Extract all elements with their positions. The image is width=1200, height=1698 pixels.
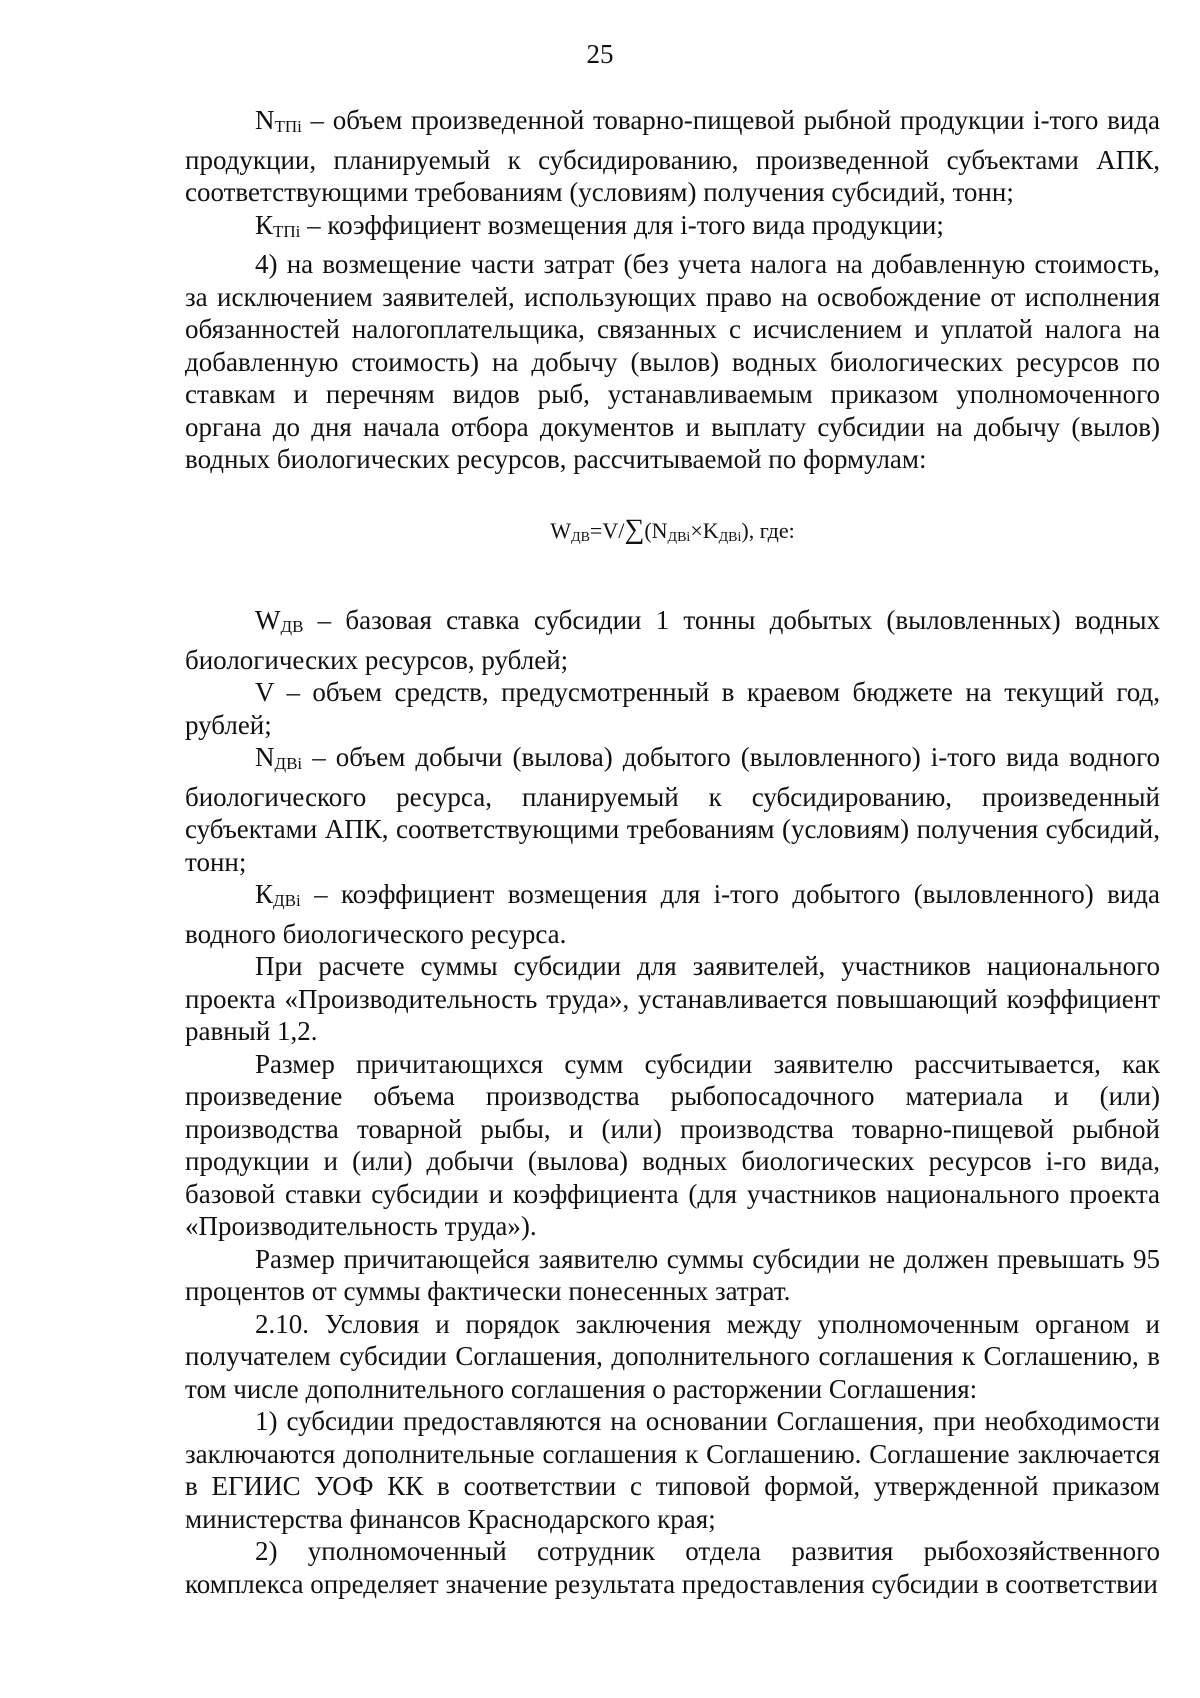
paragraph-n-tp: NТПi – объем произведенной товарно-пищевой рыбной продукции i-того вида продукции, планируемый к субсидированию, произведенной субъектами АПК, соответствующими требованиям (условиям) получения субсидий, тонн; — [185, 105, 1160, 207]
paragraph-sub-2: 2) уполномоченный сотрудник отдела развития рыбохозяйственного комплекса определяет значение результата предоставления субсидии в соответствии — [185, 1536, 1160, 1599]
paragraph-v: V – объем средств, предусмотренный в краевом бюджете на текущий год, рублей; — [185, 677, 1160, 740]
paragraph-n-dv: NДВi – объем добычи (вылова) добытого (выловленного) i-того вида водного биологического ресурса, планируемый к субсидированию, произведенный субъектами АПК, соответствующими требованиям (условиям) получения субсидий, тонн; — [185, 742, 1160, 877]
formula-w-dv: $W_{ДВ}=V/\sum(N_{ДВi}\times K_{ДВi})$, где: — [550, 513, 795, 545]
paragraph-size: Размер причитающихся сумм субсидии заявителю рассчитывается, как произведение объема производства рыбопосадочного материала и (или) производства товарной рыбы, и (или) производства товарно-пищевой рыбной продукции и (или) добычи (вылова) водных биологических ресурсов i-го вида, базовой ставки субсидии и коэффициента (для участников национального проекта «Производительность труда»). — [185, 1048, 1160, 1241]
paragraph-k-dv: КДВi – коэффициент возмещения для i-того добытого (выловленного) вида водного биологического ресурса. — [185, 879, 1160, 949]
paragraph-k-tp: КТПi – коэффициент возмещения для i-того вида продукции; — [255, 209, 944, 241]
paragraph-item-4: 4) на возмещение части затрат (без учета налога на добавленную стоимость, за исключением заявителей, использующих право на освобождение от исполнения обязанностей налогоплательщика, связанных с исчислением и уплатой налога на добавленную стоимость) на добычу (вылов) водных биологических ресурсов по ставкам и перечням видов рыб, устанавливаемым приказом уполномоченного органа до дня начала отбора документов и выплату субсидии на добычу (вылов) водных биологических ресурсов, рассчитываемой по формулам: — [185, 249, 1160, 474]
page-number: 25 — [586, 39, 614, 69]
paragraph-calc: При расчете суммы субсидии для заявителей, участников национального проекта «Производительность труда», устанавливается повышающий коэффициент равный 1,2. — [185, 951, 1160, 1046]
document-body — [185, 104, 1160, 1600]
paragraph-2-10: 2.10. Условия и порядок заключения между уполномоченным органом и получателем субсидии Соглашения, дополнительного соглашения к Соглашению, в том числе дополнительного соглашения о расторжении Соглашения: — [185, 1308, 1160, 1404]
paragraph-sub-1: 1) субсидии предоставляются на основании Соглашения, при необходимости заключаются дополнительные соглашения к Соглашению. Соглашение заключается в ЕГИИС УОФ КК в соответствии с типовой формой, утвержденной приказом министерства финансов Краснодарского края; — [185, 1406, 1160, 1534]
paragraph-limit: Размер причитающейся заявителю суммы субсидии не должен превышать 95 процентов от суммы фактически понесенных затрат. — [185, 1243, 1160, 1306]
paragraph-w-dv: WДВ – базовая ставка субсидии 1 тонны добытых (выловленных) водных биологических ресурсов, рублей; — [185, 605, 1160, 675]
